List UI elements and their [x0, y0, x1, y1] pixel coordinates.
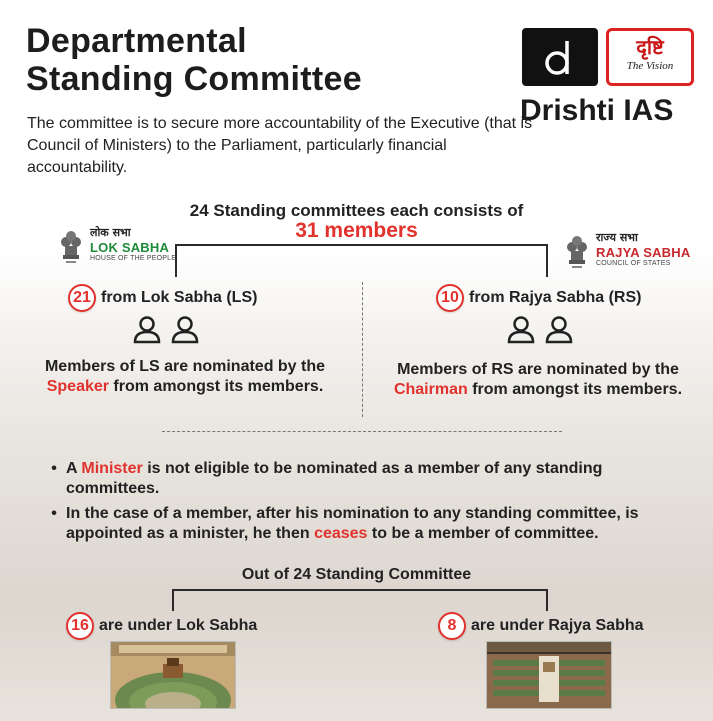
committees-line: 24 Standing committees each consists of — [189, 201, 524, 220]
ceases-highlight: ceases — [314, 525, 368, 542]
national-emblem-icon — [562, 230, 592, 274]
split-title: Out of 24 Standing Committee — [241, 566, 472, 583]
lok-sabha-hindi: लोक सभा — [90, 226, 131, 239]
members-count: 31 members — [295, 219, 418, 242]
rajya-sabha-paragraph — [388, 360, 688, 400]
rajya-sabha-chamber-photo — [486, 641, 612, 709]
d-letter-icon — [544, 37, 574, 77]
lok-sabha-name: LOK SABHA — [90, 240, 170, 255]
list-item: • A Minister is not eligible to be nominated as a member of any standing committees. — [42, 459, 690, 499]
rajya-sabha-para-before: Members of RS are nominated by the — [397, 361, 679, 378]
speaker-highlight: Speaker — [46, 378, 109, 395]
rajya-sabha-split-row — [438, 612, 644, 640]
vertical-divider — [362, 282, 363, 417]
rajya-sabha-count-row — [436, 284, 641, 312]
page-title — [26, 22, 362, 98]
description: The committee is to secure more accountability of the Executive (that is Council of Ministers) to the Parliament, particularly financial accountability. — [27, 115, 533, 176]
horizontal-divider — [162, 431, 562, 432]
lok-sabha-count-row — [68, 284, 257, 312]
title-line-2: Standing Committee — [26, 60, 362, 98]
lok-sabha-count: 21 — [68, 284, 96, 312]
bullet-text: In the case of a member, after his nomination to any standing committee, is appointed as a minister, he then ceases to be a member of committee. — [66, 505, 639, 542]
drishti-vision-logo — [606, 28, 694, 86]
lok-sabha-para-before: Members of LS are nominated by the — [44, 358, 326, 375]
lok-sabha-split-row — [66, 612, 257, 640]
bullet-text: A Minister is not eligible to be nominated as a member of any standing committees. — [66, 460, 603, 497]
rajya-sabha-from: from Rajya Sabha (RS) — [469, 289, 642, 306]
logo-hindi-text: दृष्टि — [636, 35, 664, 59]
title-line-1: Departmental — [26, 22, 247, 60]
person-icon — [544, 314, 574, 344]
person-icon — [506, 314, 536, 344]
national-emblem-icon — [56, 225, 86, 269]
rajya-sabha-sub: COUNCIL OF STATES — [596, 260, 671, 267]
lok-sabha-split-text: are under Lok Sabha — [99, 617, 258, 634]
list-item: • In the case of a member, after his nomination to any standing committee, is appointed as a minister, he then ceases to be a member of committee. — [42, 504, 690, 544]
person-icon — [170, 314, 200, 344]
rajya-sabha-name: RAJYA SABHA — [596, 245, 691, 260]
rajya-sabha-people — [506, 314, 574, 344]
chairman-highlight: Chairman — [393, 381, 468, 398]
drishti-d-logo — [522, 28, 598, 86]
bottom-bracket — [172, 589, 548, 611]
lok-sabha-chamber-photo — [110, 641, 236, 709]
lok-sabha-people — [132, 314, 200, 344]
lok-sabha-paragraph — [30, 357, 340, 397]
top-bracket — [175, 244, 548, 277]
brand-name: Drishti IAS — [520, 94, 674, 127]
minister-highlight: Minister — [81, 460, 143, 477]
lok-sabha-sub: HOUSE OF THE PEOPLE — [90, 255, 177, 262]
bullet-list — [42, 459, 690, 549]
lok-sabha-para-after: from amongst its members. — [108, 378, 324, 395]
rajya-sabha-split-text: are under Rajya Sabha — [471, 617, 644, 634]
lok-sabha-from: from Lok Sabha (LS) — [101, 289, 258, 306]
chamber-image — [111, 642, 235, 708]
lok-sabha-split-count: 16 — [66, 612, 94, 640]
chamber-image — [487, 642, 611, 708]
rajya-sabha-hindi: राज्य सभा — [596, 231, 638, 244]
person-icon — [132, 314, 162, 344]
logo-tagline: The Vision — [626, 60, 674, 72]
rajya-sabha-para-after: from amongst its members. — [467, 381, 683, 398]
lok-sabha-logo — [56, 225, 176, 269]
rajya-sabha-split-count: 8 — [438, 612, 466, 640]
rajya-sabha-count: 10 — [436, 284, 464, 312]
rajya-sabha-logo — [562, 230, 690, 274]
